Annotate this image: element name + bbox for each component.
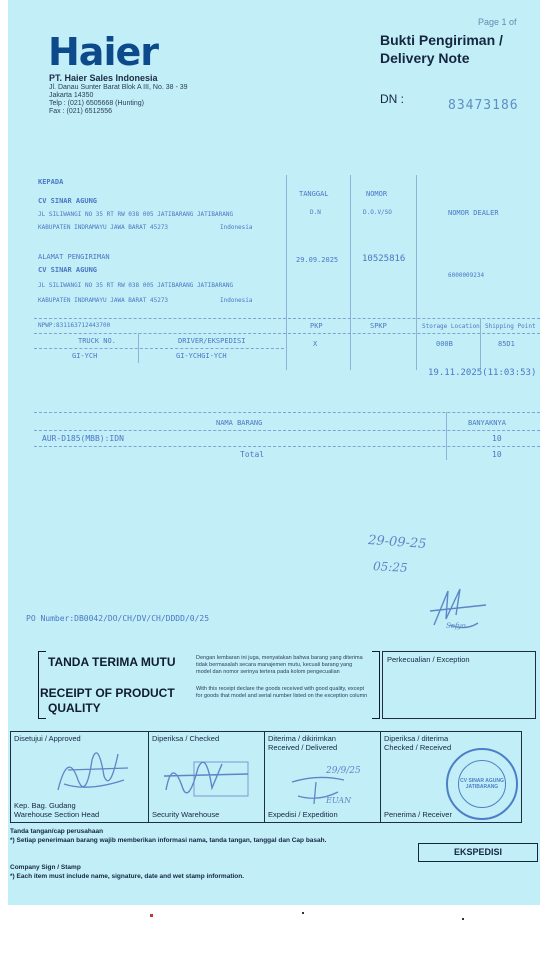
company-telp: Telp : (021) 6505668 (Hunting) bbox=[49, 100, 144, 107]
npwp: NPWP:831163712443700 bbox=[38, 322, 111, 329]
shipping-address-2: KABUPATEN INDRAMAYU JAWA BARAT 45273 bbox=[38, 297, 169, 304]
receipt-title-en-1: RECEIPT OF PRODUCT bbox=[40, 686, 175, 700]
handwritten-time: 05:25 bbox=[372, 559, 408, 575]
pkp-value: X bbox=[313, 340, 318, 348]
title-line-2: Delivery Note bbox=[380, 50, 470, 66]
alamat-label: ALAMAT PENGIRIMAN bbox=[38, 253, 110, 261]
divider-v1 bbox=[286, 175, 287, 370]
item-row-qty: 10 bbox=[492, 434, 502, 443]
tanggal-sub: D.N bbox=[310, 209, 321, 216]
receipt-text-en: With this receipt declare the goods received with good quality, except for goods that model and serial number listed on the exception column bbox=[196, 686, 368, 699]
delivered-header-1: Diterima / dikirimkan bbox=[268, 734, 336, 743]
nomor-sub: D.O.V/SO bbox=[363, 209, 392, 216]
note-en: *) Each item must include name, signature, date and wet stamp information. bbox=[10, 873, 245, 880]
items-top-line bbox=[34, 412, 540, 413]
receipt-title-en-2: QUALITY bbox=[48, 701, 101, 715]
storage-location-label: Storage Location bbox=[422, 323, 480, 330]
truck-label: TRUCK NO. bbox=[78, 337, 116, 345]
sig-div-1 bbox=[148, 731, 149, 823]
delivered-header-2: Received / Delivered bbox=[268, 743, 338, 752]
sign-stamp-id: Tanda tangan/cap perusahaan bbox=[10, 828, 104, 835]
company-fax: Fax : (021) 6512556 bbox=[49, 108, 113, 115]
exception-box bbox=[382, 651, 536, 719]
scan-speck-3 bbox=[462, 918, 464, 920]
note-id: *) Setiap penerimaan barang wajib memberikan informasi nama, tanda tangan, tanggal dan Cap basah. bbox=[10, 837, 327, 844]
company-stamp bbox=[446, 748, 518, 820]
shipping-point-label: Shipping Point bbox=[485, 323, 536, 330]
bracket-right bbox=[372, 651, 380, 719]
checked-signature bbox=[158, 750, 258, 810]
company-address-2: Jakarta 14350 bbox=[49, 92, 94, 99]
scan-speck-2 bbox=[302, 912, 304, 914]
haier-logo: Haier bbox=[48, 30, 158, 74]
kepada-label: KEPADA bbox=[38, 178, 64, 186]
approved-header: Disetujui / Approved bbox=[14, 734, 81, 743]
items-divider bbox=[446, 412, 447, 460]
receipt-title-id: TANDA TERIMA MUTU bbox=[48, 655, 176, 669]
truck-separator bbox=[34, 333, 540, 334]
checked-footer: Security Warehouse bbox=[152, 810, 220, 819]
scan-speck-1 bbox=[150, 914, 153, 917]
approved-footer-1: Kep. Bag. Gudang bbox=[14, 801, 76, 810]
recipient-address-2: KABUPATEN INDRAMAYU JAWA BARAT 45273 bbox=[38, 224, 169, 231]
company-name: PT. Haier Sales Indonesia bbox=[49, 73, 158, 83]
ekspedisi-label: EKSPEDISI bbox=[418, 843, 538, 862]
signature-name: Sefyo bbox=[446, 622, 466, 630]
nama-barang-label: NAMA BARANG bbox=[216, 419, 263, 427]
so-number: 10525816 bbox=[362, 254, 406, 264]
page-number: Page 1 of bbox=[478, 17, 517, 27]
driver-label: DRIVER/EKSPEDISI bbox=[178, 337, 246, 345]
tanggal-label: TANGGAL bbox=[299, 190, 329, 198]
banyaknya-label: BANYAKNYA bbox=[468, 419, 506, 427]
nomor-dealer-label: NOMOR DEALER bbox=[448, 209, 499, 217]
truck-value-separator bbox=[34, 348, 284, 349]
shipping-address: JL SILIWANGI NO 35 RT RW 038 005 JATIBARANG JATIBARANG bbox=[38, 282, 234, 289]
print-timestamp: 19.11.2025(11:03:53) bbox=[428, 368, 537, 378]
shipping-date: 29.09.2025 bbox=[296, 256, 339, 264]
delivered-name: EUAN bbox=[326, 796, 352, 805]
approved-signature bbox=[48, 740, 138, 800]
storage-location-value: 000B bbox=[436, 340, 453, 348]
recipient-name: CV SINAR AGUNG bbox=[38, 197, 98, 205]
delivery-note-sheet bbox=[8, 0, 540, 905]
divider-v3 bbox=[416, 175, 417, 370]
pkp-label: PKP bbox=[310, 322, 323, 330]
po-number: PO Number:DB0042/DO/CH/DV/CH/DDDD/0/25 bbox=[26, 614, 210, 623]
nomor-label: NOMOR bbox=[366, 190, 388, 198]
receipt-text-id: Dengan lembaran ini juga, menyatakan bahwa barang yang diterima tidak bermasalah secara manajemen mutu, kecuali barang yang model dan nomor serinya tertera pada kolom pengecualian bbox=[196, 655, 363, 675]
items-total-line bbox=[34, 446, 540, 447]
approved-footer-2: Warehouse Section Head bbox=[14, 810, 100, 819]
shipping-name: CV SINAR AGUNG bbox=[38, 266, 98, 274]
shipping-point-value: 85D1 bbox=[498, 340, 515, 348]
sig-div-2 bbox=[264, 731, 265, 823]
divider-v2 bbox=[350, 175, 351, 370]
recipient-address: JL SILIWANGI NO 35 RT RW 038 005 JATIBARANG JATIBARANG bbox=[38, 211, 234, 218]
expedition-footer: Expedisi / Expedition bbox=[268, 810, 338, 819]
total-label: Total bbox=[240, 450, 265, 459]
item-row-name: AUR-D185(MBB):IDN bbox=[42, 434, 124, 443]
stamp-text: CV SINAR AGUNG JATIBARANG bbox=[460, 778, 504, 790]
recipient-country: Indonesia bbox=[220, 224, 253, 231]
handwritten-date: 29-09-25 bbox=[367, 532, 427, 553]
checked-header: Diperiksa / Checked bbox=[152, 734, 220, 743]
items-header-line bbox=[34, 430, 540, 431]
driver-value: GI-YCHGI-YCH bbox=[176, 352, 227, 360]
dealer-number: 6000009234 bbox=[448, 272, 485, 279]
total-qty: 10 bbox=[492, 450, 502, 459]
divider-v4 bbox=[480, 318, 481, 370]
delivered-date: 29/9/25 bbox=[326, 766, 361, 776]
bracket-left bbox=[38, 651, 46, 719]
received-header-2: Checked / Received bbox=[384, 743, 452, 752]
dn-number: 83473186 bbox=[448, 98, 519, 113]
truck-value: GI-YCH bbox=[72, 352, 98, 360]
npwp-separator bbox=[34, 318, 540, 319]
title-line-1: Bukti Pengiriman / bbox=[380, 32, 503, 48]
sig-div-3 bbox=[380, 731, 381, 823]
spkp-label: SPKP bbox=[370, 322, 387, 330]
document-title bbox=[380, 31, 503, 67]
receiver-footer: Penerima / Receiver bbox=[384, 810, 452, 819]
exception-label: Perkecualian / Exception bbox=[387, 655, 470, 664]
received-header-1: Diperiksa / diterima bbox=[384, 734, 449, 743]
shipping-country: Indonesia bbox=[220, 297, 253, 304]
dn-label: DN : bbox=[380, 92, 404, 106]
sign-stamp-en: Company Sign / Stamp bbox=[10, 864, 81, 871]
company-address-1: Jl. Danau Sunter Barat Blok A III, No. 38 - 39 bbox=[49, 84, 188, 91]
